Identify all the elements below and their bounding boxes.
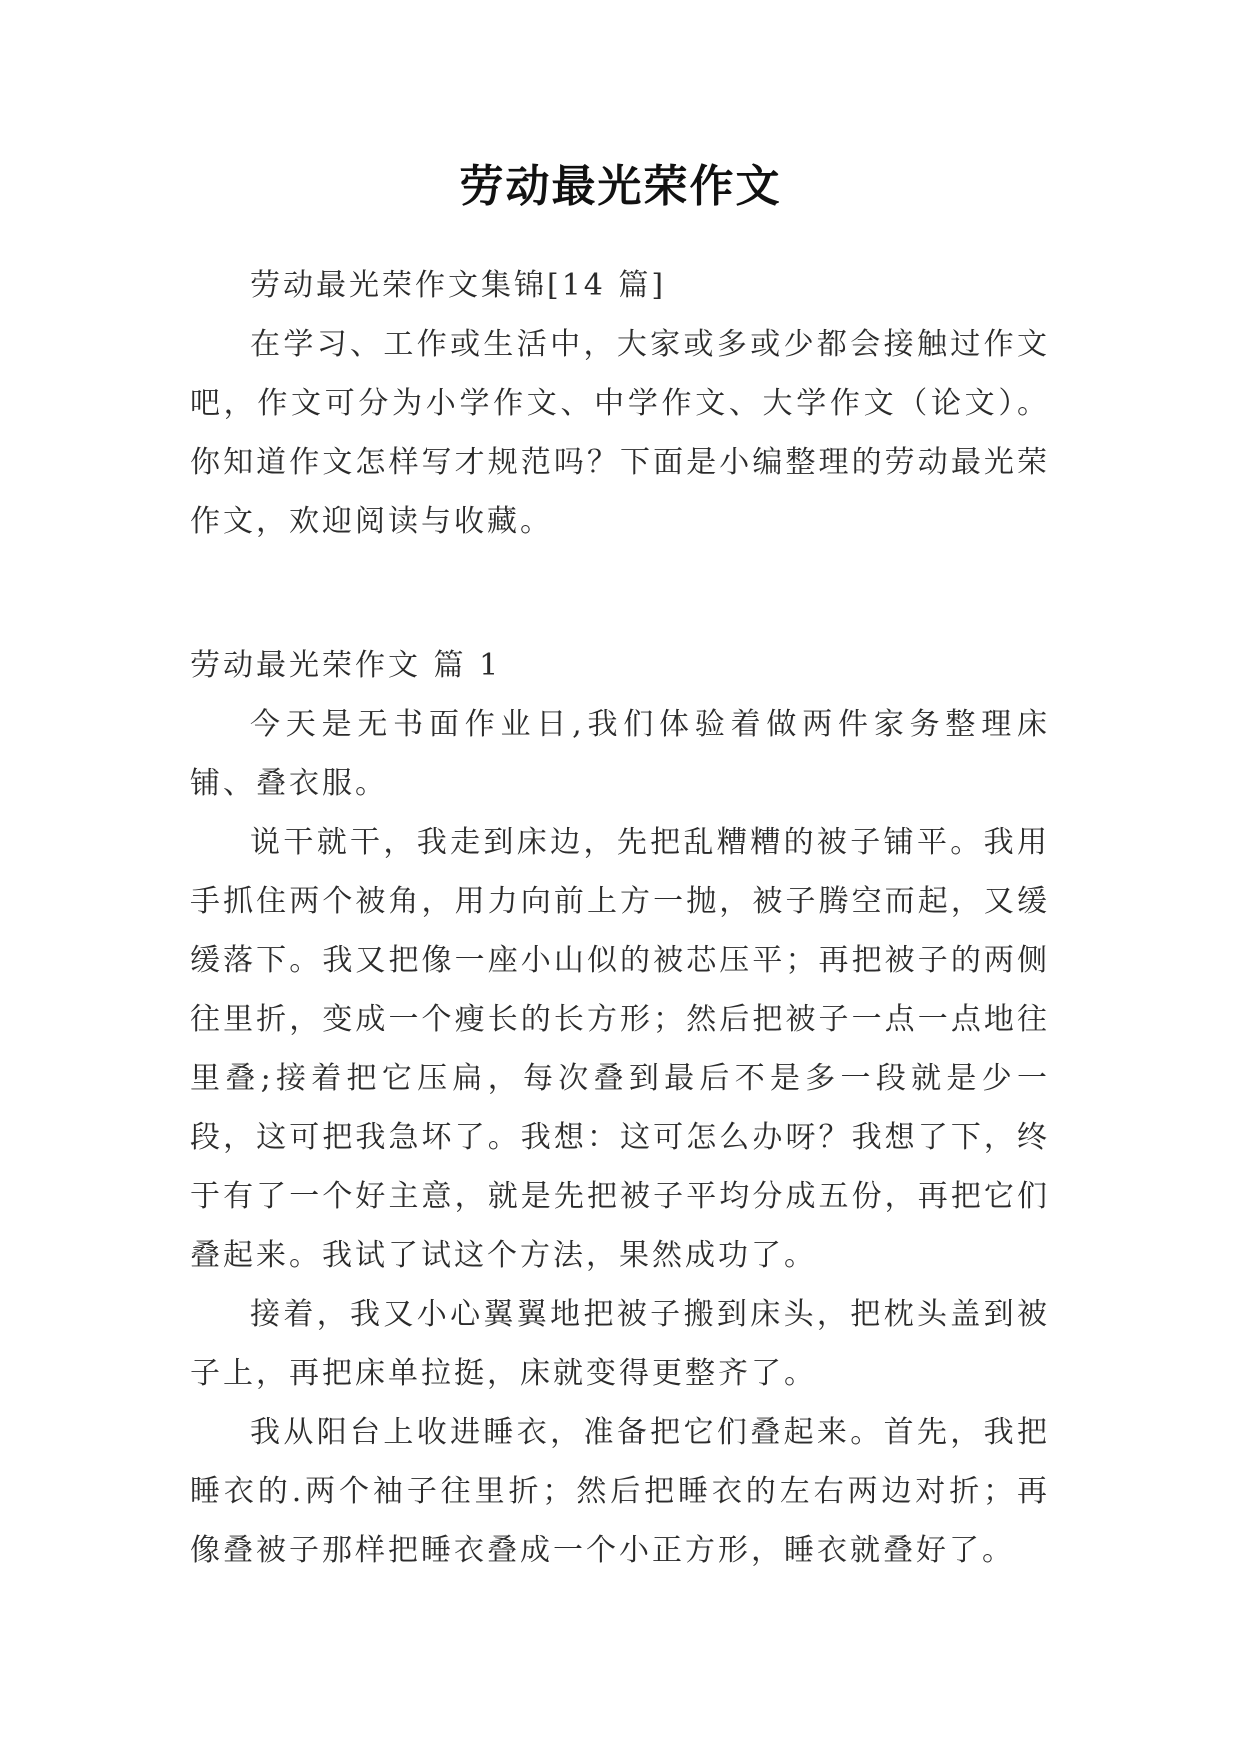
document-title: 劳动最光荣作文 [459, 161, 782, 212]
paragraph: 说干就干，我走到床边，先把乱糟糟的被子铺平。我用手抓住两个被角，用力向前上方一抛，被子腾空而起，又缓缓落下。我又把像一座小山似的被芯压平；再把被子的两侧往里折，变成一个瘦长的长方形；然后把被子一点一点地往里叠;接着把它压扁，每次叠到最后不是多一段就是少一段，这可把我急坏了。我想：这可怎么办呀？我想了下，终于有了一个好主意，就是先把被子平均分成五份，再把它们叠起来。我试了试这个方法，果然成功了。 [190, 825, 1050, 1273]
intro-paragraph: 在学习、工作或生活中，大家或多或少都会接触过作文吧，作文可分为小学作文、中学作文、大学作文（论文）。你知道作文怎样写才规范吗？下面是小编整理的劳动最光荣作文，欢迎阅读与收藏。 [190, 327, 1050, 539]
intro-block [190, 256, 1050, 551]
section-heading: 劳动最光荣作文 篇 1 [190, 648, 502, 683]
section-1 [190, 636, 1050, 1580]
paragraph: 我从阳台上收进睡衣，准备把它们叠起来。首先，我把睡衣的.两个袖子往里折；然后把睡衣的左右两边对折；再像叠被子那样把睡衣叠成一个小正方形，睡衣就叠好了。 [190, 1415, 1050, 1568]
paragraph: 接着，我又小心翼翼地把被子搬到床头，把枕头盖到被子上，再把床单拉挺，床就变得更整齐了。 [190, 1297, 1050, 1391]
intro-subtitle: 劳动最光荣作文集锦[14 篇] [250, 268, 667, 303]
paragraph: 今天是无书面作业日,我们体验着做两件家务整理床铺、叠衣服。 [190, 707, 1050, 801]
